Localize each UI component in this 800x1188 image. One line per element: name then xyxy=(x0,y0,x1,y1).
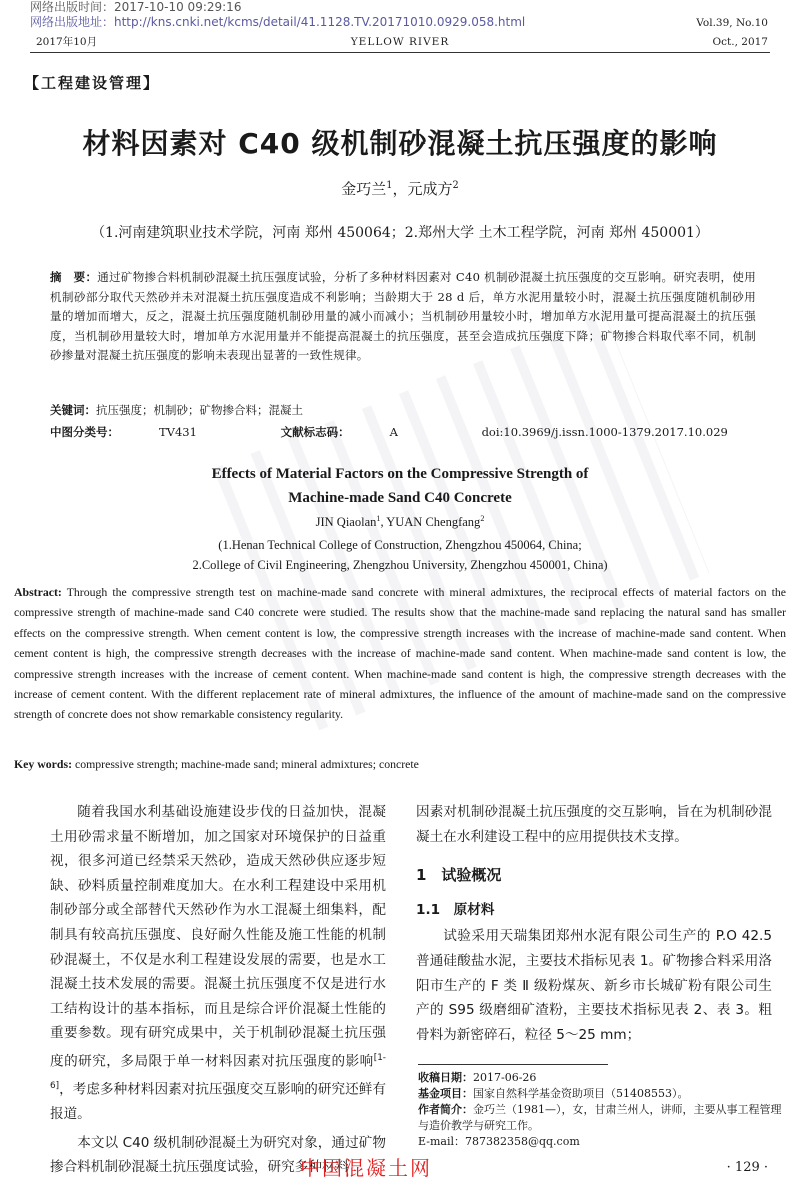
online-publish-time: 网络出版时间：2017-10-10 09:29:16 xyxy=(30,0,242,14)
header-journal-cn xyxy=(0,20,800,33)
keywords-en-text: compressive strength; machine-made sand; mineral admixtures; concrete xyxy=(74,757,419,771)
received-date: 2017-06-26 xyxy=(473,1071,537,1084)
fund-label: 基金项目： xyxy=(418,1087,473,1100)
section-tag: 【工程建设管理】 xyxy=(24,74,161,92)
keywords-en xyxy=(14,757,419,772)
subsection-heading-1-1: 1.1 原材料 xyxy=(416,901,495,918)
keywords-cn xyxy=(50,402,303,418)
author-bio-label: 作者简介： xyxy=(418,1103,473,1116)
title-cn: 材料因素对 C40 级机制砂混凝土抗压强度的影响 xyxy=(82,127,718,160)
bottom-watermark: 中国混凝土网 xyxy=(300,1156,432,1180)
abstract-en-label: Abstract: xyxy=(14,585,62,599)
author-en-2: , YUAN Chengfang xyxy=(380,515,481,530)
header-rule xyxy=(30,52,770,53)
intro-p1-text: 随着我国水利基础设施建设步伐的日益加快，混凝土用砂需求量不断增加，加之国家对环境保护的日益重视，很多河道已经禁采天然砂，造成天然砂供应逐步短缺、砂料质量控制难度加大。在水利工程建设中采用机制砂部分或全部替代天然砂作为水工混凝土细集料，配制具有较高抗压强度、良好耐久性能及施工性能的机制砂混凝土，不仅是水利工程建设发展的需要，也是水工混凝土技术发展的需要。混凝土抗压强度不仅是进行水工结构设计的基本指标，而且是综合评价混凝土性能的重要参数。现有研究成果中，关于机制砂混凝土抗压强度的研究，多局限于单一材料因素对抗压强度的影响 xyxy=(50,804,386,1070)
header-date-cn: 2017年10月 xyxy=(36,36,98,48)
abstract-cn-label: 摘 要： xyxy=(50,270,98,284)
author-bio: 金巧兰（1981—），女，甘肃兰州人，讲师，主要从事工程管理与造价教学与研究工作。 xyxy=(418,1103,782,1132)
keywords-en-label: Key words: xyxy=(14,757,72,771)
author-2-mark: 2 xyxy=(452,180,459,191)
keywords-cn-label: 关键词： xyxy=(50,403,96,417)
header-journal-en: YELLOW RIVER xyxy=(350,36,450,48)
footnote-rule xyxy=(418,1064,608,1065)
affiliations-en-line2: 2.College of Civil Engineering, Zhengzhou University, Zhengzhou 450001, China) xyxy=(192,558,608,572)
footnote xyxy=(418,1070,788,1150)
affiliations-cn: （1.河南建筑职业技术学院，河南 郑州 450064；2.郑州大学 土木工程学院，河南 郑州 450001） xyxy=(91,225,709,241)
abstract-cn-text: 通过矿物掺合料机制砂混凝土抗压强度试验，分析了多种材料因素对 C40 机制砂混凝土抗压强度的交互影响。研究表明，使用机制砂部分取代天然砂并未对混凝土抗压强度造成不利影响；当龄期大于 28 d 后，单方水泥用量较小时，混凝土抗压强度随机制砂用量的增加而增大，反之，混凝土抗压强度随机制砂用量的减小而减小；当机制砂用量较小时，增加单方水泥用量可提高混凝土的抗压强度，当机制砂用量较大时，增加单方水泥用量并不能提高混凝土的抗压强度，甚至会造成抗压强度下降；矿物掺合料取代率不同，机制砂掺量对混凝土抗压强度的影响未表现出显著的一致性规律。 xyxy=(50,270,756,362)
body-left-column xyxy=(50,800,386,1180)
affiliations-en-line1: (1.Henan Technical College of Construction, Zhengzhou 450064, China; xyxy=(218,538,582,552)
clc-label: 中图分类号： xyxy=(50,425,119,439)
received-label: 收稿日期： xyxy=(418,1071,473,1084)
citation-ref[interactable]: [1-6] xyxy=(50,1052,386,1092)
intro-paragraph-2-cont: 因素对机制砂混凝土抗压强度的交互影响，旨在为机制砂混凝土在水利建设工程中的应用提供技术支撑。 xyxy=(416,804,772,845)
doc-code-label: 文献标志码： xyxy=(280,425,350,439)
body-right-column xyxy=(416,800,772,1047)
abstract-en xyxy=(14,582,786,725)
intro-paragraph-2: 本文以 C40 级机制砂混凝土为研究对象，通过矿物掺合料机制砂混凝土抗压强度试验，研究多种材料 xyxy=(50,1134,386,1176)
author-en-1: JIN Qiaolan xyxy=(315,515,377,530)
online-publish-url[interactable]: 网络出版地址：http://kns.cnki.net/kcms/detail/41.1128.TV.20171010.0929.058.html xyxy=(30,15,526,29)
author-1-mark: 1 xyxy=(386,180,393,191)
doi[interactable]: doi:10.3969/j.issn.1000-1379.2017.10.029 xyxy=(481,425,728,439)
header-date-en: Oct., 2017 xyxy=(712,36,768,48)
abstract-cn xyxy=(50,268,756,366)
intro-paragraph-1 xyxy=(50,800,386,1127)
email-label: E-mail： xyxy=(418,1135,465,1148)
authors-cn xyxy=(0,178,800,199)
authors-en xyxy=(0,514,800,530)
author-2-name: ，元成方 xyxy=(392,180,453,198)
page-number: · 129 · xyxy=(726,1160,768,1175)
author-en-2-mark: 2 xyxy=(480,514,485,523)
title-en-line2: Machine-made Sand C40 Concrete xyxy=(288,490,512,506)
keywords-cn-text: 抗压强度；机制砂；矿物掺合料；混凝土 xyxy=(96,403,303,417)
header-volume-en: Vol.39, No.10 xyxy=(696,17,768,29)
materials-paragraph: 试验采用天瑞集团郑州水泥有限公司生产的 P.O 42.5 普通硅酸盐水泥，主要技术指标见表 1。矿物掺合料采用洛阳市生产的 F 类 Ⅱ 级粉煤灰、新乡市长城矿粉有限公司生产的 S95 级磨细矿渣粉，主要技术指标见表 2、表 3。粗骨料为新密碎石，粒径 5～25 mm； xyxy=(416,928,772,1043)
doc-code-value: A xyxy=(389,425,398,439)
author-1-name: 金巧兰 xyxy=(341,180,387,198)
abstract-en-text: Through the compressive strength test on machine-made sand concrete with mineral admixtures, the reciprocal effects of material factors on the compressive strength of machine-made sand C40 concrete were studied. The results show that the machine-made sand replacing the natural sand has smaller effects on the compressive strength. When cement content is low, the compressive strength increases with the increase of machine-made sand content. When cement content is high, the compressive strength decreases with the increase of machine-made sand content. When machine-made sand content is low, the compressive strength increases with the increase of cement content. When machine-made sand content is high, the compressive strength decreases with the increase of cement content. With the different replacement rate of mineral admixtures, the influence of the amount of machine-made sand on the compressive strength of concrete does not show remarkable consistency regularity. xyxy=(14,585,786,722)
classification-line xyxy=(50,424,768,440)
email-address[interactable]: 787382358@qq.com xyxy=(464,1135,580,1148)
section-heading-1: 1 试验概况 xyxy=(416,866,502,885)
title-en-line1: Effects of Material Factors on the Compressive Strength of xyxy=(211,466,589,482)
author-en-1-mark: 1 xyxy=(376,514,381,523)
fund-text: 国家自然科学基金资助项目（51408553）。 xyxy=(473,1087,689,1100)
clc-value: TV431 xyxy=(159,425,197,439)
intro-p1-text-end: ，考虑多种材料因素对抗压强度交互影响的研究还鲜有报道。 xyxy=(50,1081,386,1123)
